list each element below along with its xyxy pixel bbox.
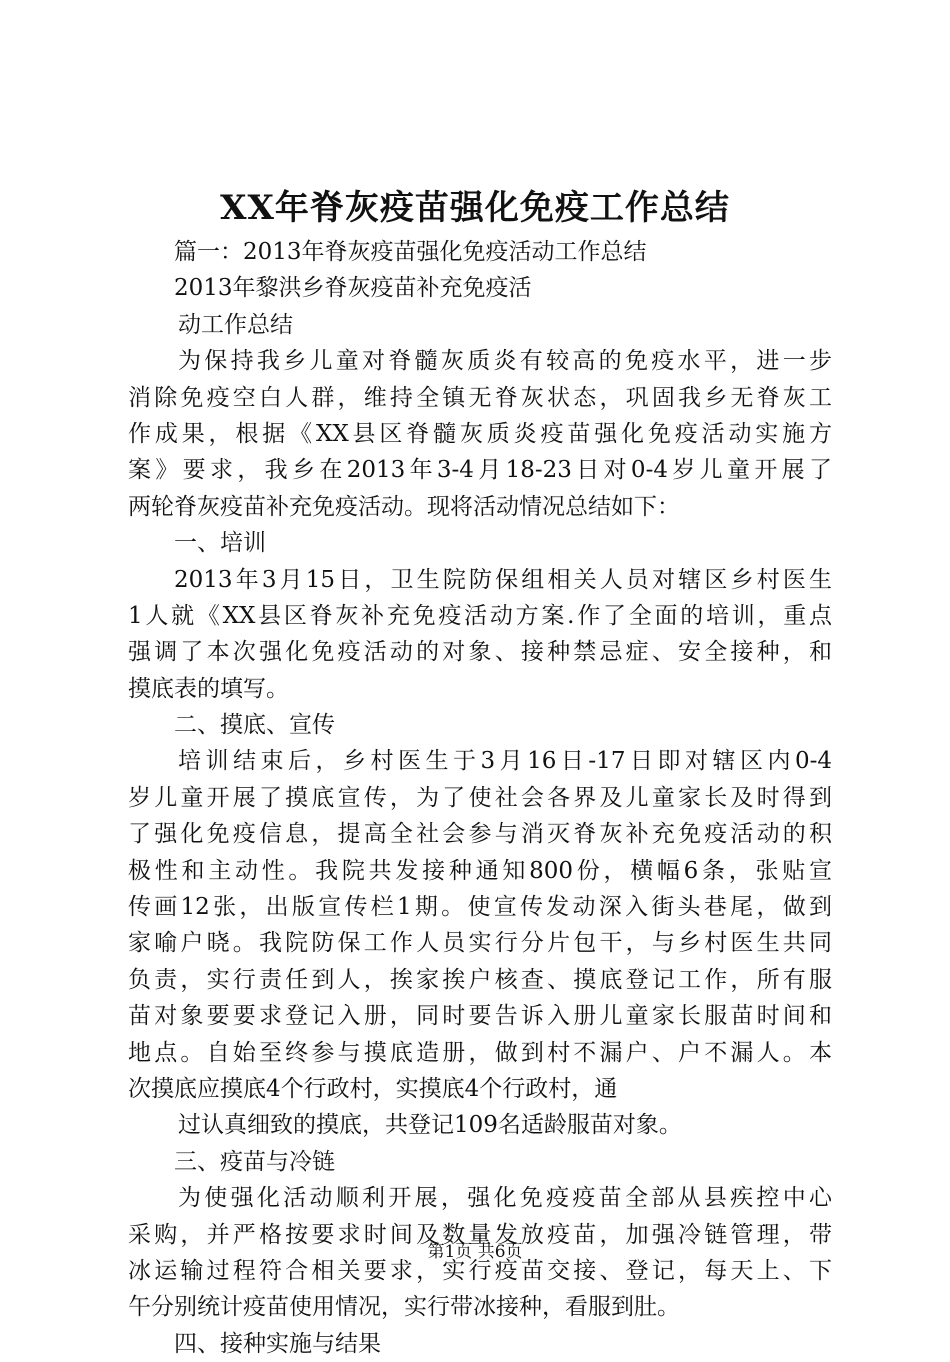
paragraph-line: 培训结束后，乡村医生于3月16日-17日即对辖区内0-4	[178, 748, 832, 775]
paragraph-line: 过认真细致的摸底，共登记109名适龄服苗对象。	[178, 1112, 682, 1139]
paragraph-line: 消除免疫空白人群，维持全镇无脊灰状态，巩固我乡无脊灰工	[128, 384, 832, 411]
paragraph-line: 两轮脊灰疫苗补充免疫活动。现将活动情况总结如下：	[128, 493, 680, 520]
paragraph-line: 极性和主动性。我院共发接种通知800份，横幅6条，张贴宣	[128, 857, 832, 884]
paragraph-line: 为使强化活动顺利开展，强化免疫疫苗全部从县疾控中心	[178, 1185, 832, 1212]
paragraph-line: 家喻户晓。我院防保工作人员实行分片包干，与乡村医生共同	[128, 930, 832, 957]
paragraph-line: 二、摸底、宣传	[174, 712, 335, 739]
page-footer: 第1页 共6页	[427, 1242, 523, 1262]
paragraph-line: 2013年3月15日，卫生院防保组相关人员对辖区乡村医生	[174, 566, 832, 593]
paragraph-line: 动工作总结	[178, 311, 293, 338]
paragraph-line: 冰运输过程符合相关要求，实行疫苗交接、登记，每天上、下	[128, 1257, 832, 1284]
paragraph-line: 强调了本次强化免疫活动的对象、接种禁忌症、安全接种，和	[128, 639, 832, 666]
paragraph-line: 为保持我乡儿童对脊髓灰质炎有较高的免疫水平，进一步	[178, 348, 832, 375]
paragraph-line: 1人就《XX县区脊灰补充免疫活动方案.作了全面的培训，重点	[128, 602, 832, 629]
paragraph-line: 苗对象要要求登记入册，同时要告诉入册儿童家长服苗时间和	[128, 1003, 832, 1030]
paragraph-line: 一、培训	[174, 530, 266, 557]
paragraph-line: 三、疫苗与冷链	[174, 1148, 335, 1175]
paragraph-line: 作成果，根据《XX县区脊髓灰质炎疫苗强化免疫活动实施方	[128, 420, 832, 447]
paragraph-line: 岁儿童开展了摸底宣传，为了使社会各界及儿童家长及时得到	[128, 784, 832, 811]
paragraph-line: 四、接种实施与结果	[174, 1330, 381, 1357]
document-body	[128, 234, 832, 1362]
paragraph-line: 地点。自始至终参与摸底造册，做到村不漏户、户不漏人。本	[128, 1039, 832, 1066]
paragraph-line: 摸底表的填写。	[128, 675, 289, 702]
paragraph-line: 2013年黎洪乡脊灰疫苗补充免疫活	[174, 275, 532, 302]
paragraph-line: 午分别统计疫苗使用情况，实行带冰接种，看服到肚。	[128, 1294, 680, 1321]
paragraph-line: 传画12张，出版宣传栏1期。使宣传发动深入街头巷尾，做到	[128, 894, 832, 921]
paragraph-line: 次摸底应摸底4个行政村，实摸底4个行政村，通	[128, 1075, 618, 1102]
paragraph-line: 篇一：2013年脊灰疫苗强化免疫活动工作总结	[174, 239, 647, 265]
paragraph-line: 采购，并严格按要求时间及数量发放疫苗，加强冷链管理，带	[128, 1221, 832, 1248]
paragraph-line: 案》要求，我乡在2013年3-4月18-23日对0-4岁儿童开展了	[128, 457, 832, 484]
paragraph-line: 负责，实行责任到人，挨家挨户核查、摸底登记工作，所有服	[128, 966, 832, 993]
document-title: XX年脊灰疫苗强化免疫工作总结	[220, 188, 730, 228]
paragraph-line: 了强化免疫信息，提高全社会参与消灭脊灰补充免疫活动的积	[128, 821, 832, 848]
